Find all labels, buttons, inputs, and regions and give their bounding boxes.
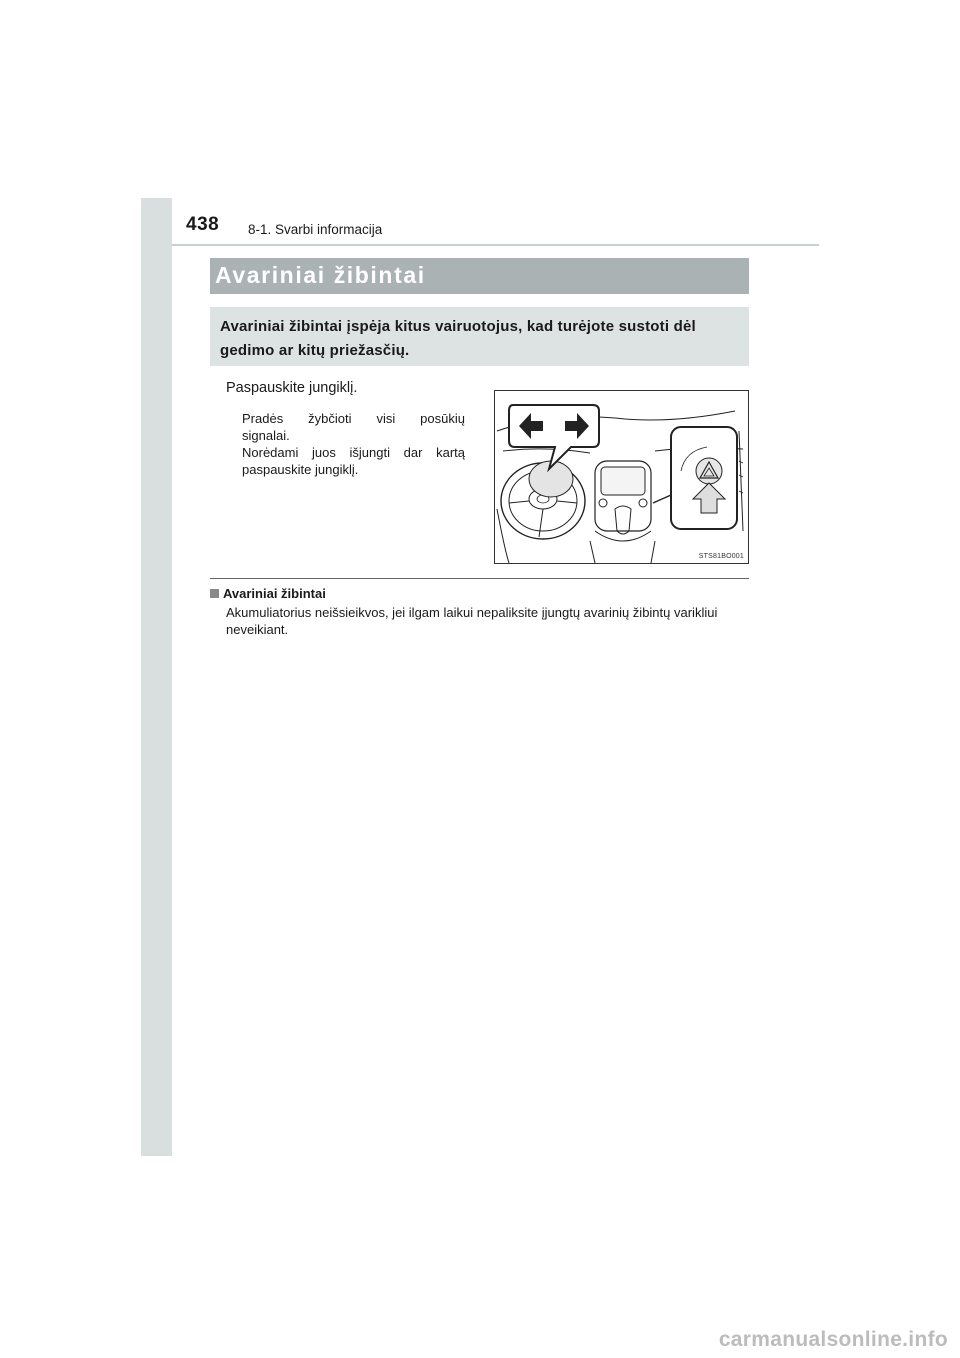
note-body: Akumuliatorius neišsieikvos, jei ilgam laikui nepaliksite įjungtų avarinių žibintų varikliui neveikiant. <box>226 605 718 637</box>
note-heading <box>210 586 326 601</box>
step-detail-line: Norėdami juos išjungti dar kartą <box>242 445 465 460</box>
note-divider <box>210 578 749 579</box>
step-detail-line: Pradės žybčioti visi posūkių <box>242 411 465 426</box>
side-strip <box>141 198 172 1156</box>
page-title: Avariniai žibintai <box>215 262 426 288</box>
intro-box <box>210 307 749 366</box>
section-label: 8-1. Svarbi informacija <box>248 222 383 237</box>
header-divider <box>172 244 819 246</box>
note-heading-text: Avariniai žibintai <box>223 586 326 601</box>
figure-code: STS81BO001 <box>698 553 744 560</box>
intro-text: Avariniai žibintai įspėja kitus vairuotojus, kad turėjote sustoti dėl gedimo ar kitų priežasčių. <box>220 318 696 359</box>
step-detail-line: paspauskite jungiklį. <box>242 462 359 477</box>
dashboard-illustration <box>494 390 749 564</box>
step-detail-line: signalai. <box>242 428 290 443</box>
square-bullet-icon <box>210 589 219 598</box>
step-instruction: Paspauskite jungiklį. <box>226 380 358 396</box>
title-bar <box>210 258 749 294</box>
hazard-switch-icon <box>696 458 722 484</box>
step-detail <box>242 410 465 478</box>
dashboard-drawing <box>495 391 748 563</box>
page-number: 438 <box>186 214 220 235</box>
watermark: carmanualsonline.info <box>718 1328 948 1351</box>
